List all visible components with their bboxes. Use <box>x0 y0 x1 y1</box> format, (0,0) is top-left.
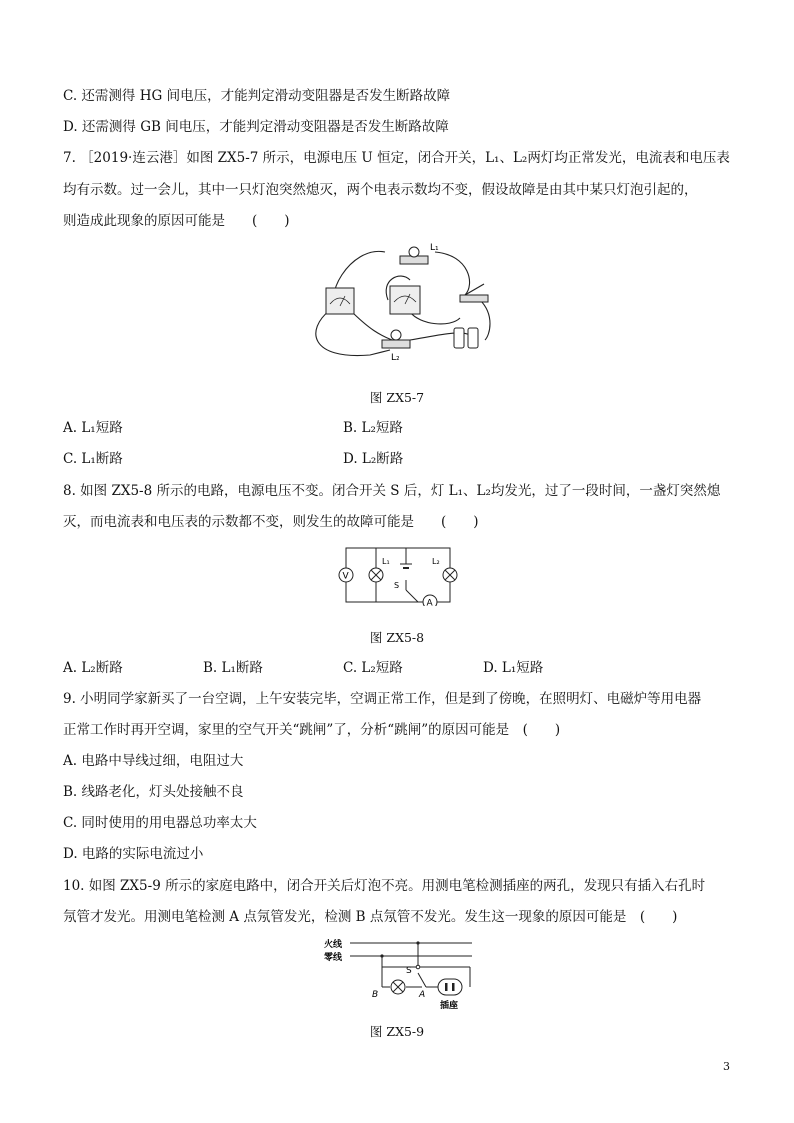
page-number: 3 <box>723 1060 730 1073</box>
q7-caption: 图 ZX5-7 <box>369 390 425 405</box>
q8-line-1: 8. 如图 ZX5-8 所示的电路，电源电压不变。闭合开关 S 后，灯 L₁、L₂均发光，过了一段时间，一盏灯突然熄 <box>63 483 721 499</box>
figure-zx5-7 <box>300 240 500 365</box>
battery-icon <box>454 328 464 348</box>
battery-icon <box>400 564 412 568</box>
q10-line-2: 氖管才发光。用测电笔检测 A 点氖管发光，检测 B 点氖管不发光。发生这一现象的原因可能是 ( ) <box>63 909 678 925</box>
switch-label: S <box>406 966 412 976</box>
q8-caption: 图 ZX5-8 <box>369 630 425 645</box>
q7-option-c: C. L₁断路 <box>63 451 123 467</box>
point-b-label: B <box>372 990 379 1000</box>
neutral-wire-label: 零线 <box>324 953 343 963</box>
q7-line-3: 则造成此现象的原因可能是 ( ) <box>63 213 290 229</box>
lamp-l1-label: L₁ <box>382 557 390 566</box>
lamp-l2-holder <box>382 340 410 348</box>
q8-option-d: D. L₁短路 <box>483 660 544 676</box>
q9-option-a: A. 电路中导线过细，电阻过大 <box>63 753 244 769</box>
q8-option-c: C. L₂短路 <box>343 660 403 676</box>
prev-option-c: C. 还需测得 HG 间电压，才能判定滑动变阻器是否发生断路故障 <box>63 88 451 104</box>
q7-option-a: A. L₁短路 <box>63 420 123 436</box>
q8-option-b: B. L₁断路 <box>203 660 263 676</box>
socket-hole-left <box>445 983 448 991</box>
voltmeter-label: V <box>342 571 349 582</box>
q9-option-d: D. 电路的实际电流过小 <box>63 846 204 862</box>
q7-line-2: 均有示数。过一会儿，其中一只灯泡突然熄灭，两个电表示数均不变，假设故障是由其中某只灯泡引起的， <box>63 182 698 198</box>
q8-option-a: A. L₂断路 <box>63 660 123 676</box>
socket-hole-right <box>452 983 455 991</box>
meter-1 <box>326 288 354 314</box>
lamp-l1-icon <box>409 247 419 257</box>
q8-line-2: 灭，而电流表和电压表的示数都不变，则发生的故障可能是 ( ) <box>63 514 479 530</box>
q10-line-1: 10. 如图 ZX5-9 所示的家庭电路中，闭合开关后灯泡不亮。用测电笔检测插座的两孔，发现只有插入右孔时 <box>63 878 706 894</box>
socket-icon <box>438 979 462 995</box>
meter-2 <box>390 286 420 314</box>
junction-dot <box>380 954 383 957</box>
prev-option-d: D. 还需测得 GB 间电压，才能判定滑动变阻器是否发生断路故障 <box>63 119 449 135</box>
q7-line-1: 7. ［2019·连云港］如图 ZX5-7 所示，电源电压 U 恒定，闭合开关，L₁、L₂两灯均正常发光，电流表和电压表 <box>63 150 730 166</box>
switch-pivot <box>416 965 420 969</box>
ammeter-label: A <box>426 598 433 606</box>
q9-option-b: B. 线路老化，灯头处接触不良 <box>63 784 244 800</box>
q9-option-c: C. 同时使用的用电器总功率太大 <box>63 815 257 831</box>
figure-zx5-9 <box>322 937 482 1013</box>
q10-caption: 图 ZX5-9 <box>369 1024 425 1039</box>
lamp-l2-label: L₂ <box>432 557 440 566</box>
lamp-l2-icon <box>391 330 401 340</box>
point-a-label: A <box>419 990 426 1000</box>
q7-option-b: B. L₂短路 <box>343 420 403 436</box>
live-wire-label: 火线 <box>324 940 343 950</box>
switch-label: S <box>394 581 400 590</box>
q9-line-2: 正常工作时再开空调，家里的空气开关“跳闸”了，分析“跳闸”的原因可能是 ( ) <box>63 722 561 738</box>
socket-label: 插座 <box>440 1001 459 1011</box>
figure-zx5-8 <box>328 544 468 606</box>
lamp-l1-label: L₁ <box>430 243 439 253</box>
battery-icon-2 <box>468 328 478 348</box>
switch-icon <box>460 295 488 302</box>
junction-dot <box>416 941 419 944</box>
q9-line-1: 9. 小明同学家新买了一台空调，上午安装完毕，空调正常工作，但是到了傍晚，在照明灯、电磁炉等用电器 <box>63 691 702 707</box>
lamp-l2-label: L₂ <box>391 353 400 363</box>
q7-option-d: D. L₂断路 <box>343 451 404 467</box>
